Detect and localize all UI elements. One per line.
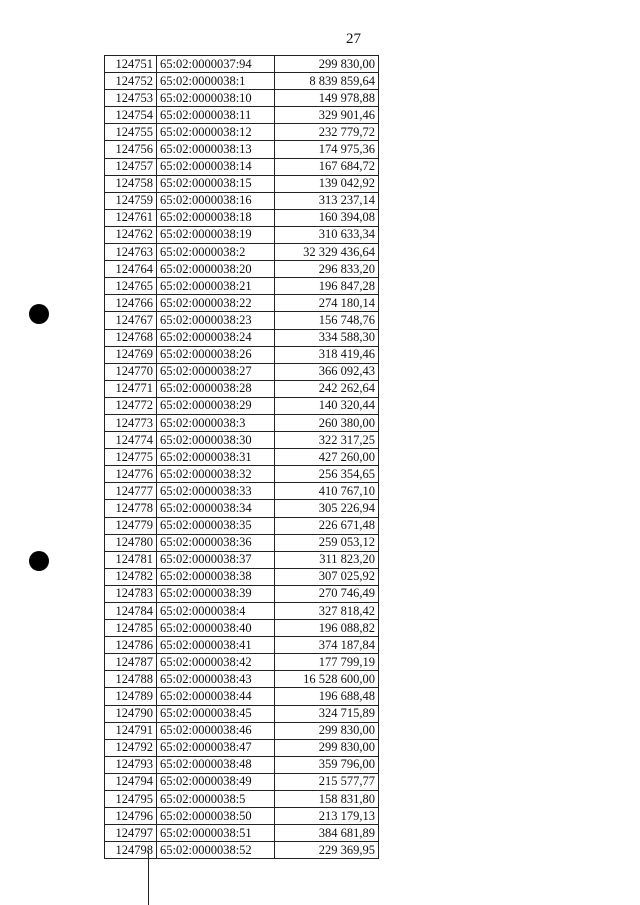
- table-row: [105, 654, 379, 671]
- row-number: 124765: [105, 278, 157, 295]
- cadastral-number: 65:02:0000038:21: [157, 278, 275, 295]
- table-row: [105, 73, 379, 90]
- table-row: [105, 671, 379, 688]
- cadastral-value: 299 830,00: [275, 722, 379, 739]
- cadastral-number: 65:02:0000038:2: [157, 244, 275, 261]
- row-number: 124781: [105, 551, 157, 568]
- cadastral-number: 65:02:0000038:35: [157, 517, 275, 534]
- cadastral-number: 65:02:0000038:30: [157, 432, 275, 449]
- row-number: 124780: [105, 534, 157, 551]
- cadastral-number: 65:02:0000038:52: [157, 842, 275, 859]
- row-number: 124751: [105, 56, 157, 73]
- table-row: [105, 825, 379, 842]
- cadastral-number: 65:02:0000038:39: [157, 585, 275, 602]
- cadastral-number: 65:02:0000038:34: [157, 500, 275, 517]
- cadastral-value: 310 633,34: [275, 226, 379, 243]
- cadastral-value: 167 684,72: [275, 158, 379, 175]
- cadastral-number: 65:02:0000038:3: [157, 414, 275, 431]
- cadastral-value: 427 260,00: [275, 449, 379, 466]
- cadastral-value: 149 978,88: [275, 90, 379, 107]
- table-row: [105, 739, 379, 756]
- cadastral-number: 65:02:0000038:44: [157, 688, 275, 705]
- cadastral-number: 65:02:0000038:36: [157, 534, 275, 551]
- table-row: [105, 551, 379, 568]
- cadastral-number: 65:02:0000038:29: [157, 397, 275, 414]
- cadastral-number: 65:02:0000038:41: [157, 637, 275, 654]
- table-row: [105, 192, 379, 209]
- row-number: 124763: [105, 244, 157, 261]
- table-row: [105, 278, 379, 295]
- cadastral-value: 270 746,49: [275, 585, 379, 602]
- row-number: 124794: [105, 773, 157, 790]
- cadastral-number: 65:02:0000038:20: [157, 261, 275, 278]
- cadastral-value: 366 092,43: [275, 363, 379, 380]
- table-row: [105, 414, 379, 431]
- cadastral-value: 196 847,28: [275, 278, 379, 295]
- cadastral-number: 65:02:0000038:51: [157, 825, 275, 842]
- table-row: [105, 295, 379, 312]
- table-row: [105, 380, 379, 397]
- cadastral-value: 196 688,48: [275, 688, 379, 705]
- cadastral-value: 410 767,10: [275, 483, 379, 500]
- cadastral-number: 65:02:0000038:24: [157, 329, 275, 346]
- table-row: [105, 329, 379, 346]
- table-row: [105, 808, 379, 825]
- row-number: 124779: [105, 517, 157, 534]
- table-row: [105, 363, 379, 380]
- table-row: [105, 107, 379, 124]
- cadastral-number: 65:02:0000038:43: [157, 671, 275, 688]
- table-row: [105, 124, 379, 141]
- cadastral-value: 311 823,20: [275, 551, 379, 568]
- cadastral-value: 324 715,89: [275, 705, 379, 722]
- cadastral-value: 229 369,95: [275, 842, 379, 859]
- cadastral-number: 65:02:0000038:14: [157, 158, 275, 175]
- cadastral-value: 318 419,46: [275, 346, 379, 363]
- cadastral-value: 174 975,36: [275, 141, 379, 158]
- page-number: 27: [346, 31, 361, 47]
- table-row: [105, 312, 379, 329]
- table-row: [105, 500, 379, 517]
- cadastral-value: 226 671,48: [275, 517, 379, 534]
- table-row: [105, 261, 379, 278]
- cadastral-number: 65:02:0000038:4: [157, 603, 275, 620]
- cadastral-number: 65:02:0000038:49: [157, 773, 275, 790]
- table-row: [105, 791, 379, 808]
- cadastral-value: 32 329 436,64: [275, 244, 379, 261]
- cadastral-number: 65:02:0000038:28: [157, 380, 275, 397]
- table-row: [105, 842, 379, 859]
- table-row: [105, 756, 379, 773]
- cadastral-value: 196 088,82: [275, 620, 379, 637]
- table-row: [105, 466, 379, 483]
- table-row: [105, 209, 379, 226]
- cadastral-number: 65:02:0000038:32: [157, 466, 275, 483]
- cadastral-number: 65:02:0000038:40: [157, 620, 275, 637]
- row-number: 124756: [105, 141, 157, 158]
- table-row: [105, 141, 379, 158]
- cadastral-value: 215 577,77: [275, 773, 379, 790]
- cadastral-number: 65:02:0000038:19: [157, 226, 275, 243]
- table-row: [105, 226, 379, 243]
- table-row: [105, 773, 379, 790]
- cadastral-value: 242 262,64: [275, 380, 379, 397]
- row-number: 124793: [105, 756, 157, 773]
- cadastral-value: 384 681,89: [275, 825, 379, 842]
- cadastral-value: 177 799,19: [275, 654, 379, 671]
- row-number: 124795: [105, 791, 157, 808]
- cadastral-number: 65:02:0000038:42: [157, 654, 275, 671]
- cadastral-value: 296 833,20: [275, 261, 379, 278]
- row-number: 124784: [105, 603, 157, 620]
- cadastral-number: 65:02:0000038:1: [157, 73, 275, 90]
- cadastral-number: 65:02:0000038:5: [157, 791, 275, 808]
- cadastral-value: 299 830,00: [275, 56, 379, 73]
- table-row: [105, 244, 379, 261]
- row-number: 124797: [105, 825, 157, 842]
- cadastral-number: 65:02:0000038:26: [157, 346, 275, 363]
- cadastral-number: 65:02:0000038:10: [157, 90, 275, 107]
- cadastral-number: 65:02:0000038:13: [157, 141, 275, 158]
- binding-line: [148, 851, 149, 905]
- table-row: [105, 517, 379, 534]
- row-number: 124768: [105, 329, 157, 346]
- table-row: [105, 158, 379, 175]
- row-number: 124786: [105, 637, 157, 654]
- cadastral-value: 160 394,08: [275, 209, 379, 226]
- cadastral-number: 65:02:0000038:15: [157, 175, 275, 192]
- table-row: [105, 397, 379, 414]
- table-row: [105, 346, 379, 363]
- row-number: 124771: [105, 380, 157, 397]
- row-number: 124764: [105, 261, 157, 278]
- row-number: 124782: [105, 568, 157, 585]
- cadastral-value: 16 528 600,00: [275, 671, 379, 688]
- cadastral-value: 334 588,30: [275, 329, 379, 346]
- row-number: 124766: [105, 295, 157, 312]
- cadastral-value: 156 748,76: [275, 312, 379, 329]
- cadastral-value: 322 317,25: [275, 432, 379, 449]
- registry-table-body: [105, 56, 379, 859]
- row-number: 124787: [105, 654, 157, 671]
- table-row: [105, 432, 379, 449]
- table-row: [105, 175, 379, 192]
- row-number: 124767: [105, 312, 157, 329]
- table-row: [105, 688, 379, 705]
- cadastral-number: 65:02:0000038:27: [157, 363, 275, 380]
- table-row: [105, 705, 379, 722]
- cadastral-number: 65:02:0000038:11: [157, 107, 275, 124]
- row-number: 124758: [105, 175, 157, 192]
- row-number: 124773: [105, 414, 157, 431]
- cadastral-value: 213 179,13: [275, 808, 379, 825]
- cadastral-number: 65:02:0000038:37: [157, 551, 275, 568]
- row-number: 124754: [105, 107, 157, 124]
- table-row: [105, 620, 379, 637]
- cadastral-number: 65:02:0000038:16: [157, 192, 275, 209]
- row-number: 124761: [105, 209, 157, 226]
- row-number: 124798: [105, 842, 157, 859]
- row-number: 124775: [105, 449, 157, 466]
- cadastral-value: 232 779,72: [275, 124, 379, 141]
- cadastral-value: 139 042,92: [275, 175, 379, 192]
- row-number: 124752: [105, 73, 157, 90]
- row-number: 124759: [105, 192, 157, 209]
- cadastral-value: 359 796,00: [275, 756, 379, 773]
- table-row: [105, 56, 379, 73]
- table-row: [105, 90, 379, 107]
- cadastral-value: 274 180,14: [275, 295, 379, 312]
- table-row: [105, 637, 379, 654]
- cadastral-number: 65:02:0000038:48: [157, 756, 275, 773]
- cadastral-number: 65:02:0000038:12: [157, 124, 275, 141]
- row-number: 124762: [105, 226, 157, 243]
- punch-hole: [29, 304, 49, 324]
- cadastral-value: 313 237,14: [275, 192, 379, 209]
- table-row: [105, 483, 379, 500]
- row-number: 124788: [105, 671, 157, 688]
- row-number: 124796: [105, 808, 157, 825]
- cadastral-value: 307 025,92: [275, 568, 379, 585]
- row-number: 124791: [105, 722, 157, 739]
- row-number: 124783: [105, 585, 157, 602]
- row-number: 124776: [105, 466, 157, 483]
- cadastral-value: 8 839 859,64: [275, 73, 379, 90]
- table-row: [105, 722, 379, 739]
- cadastral-value: 140 320,44: [275, 397, 379, 414]
- cadastral-number: 65:02:0000037:94: [157, 56, 275, 73]
- table-row: [105, 534, 379, 551]
- cadastral-value: 259 053,12: [275, 534, 379, 551]
- row-number: 124772: [105, 397, 157, 414]
- row-number: 124770: [105, 363, 157, 380]
- row-number: 124753: [105, 90, 157, 107]
- row-number: 124792: [105, 739, 157, 756]
- cadastral-value: 256 354,65: [275, 466, 379, 483]
- row-number: 124755: [105, 124, 157, 141]
- row-number: 124777: [105, 483, 157, 500]
- punch-hole: [29, 551, 49, 571]
- row-number: 124757: [105, 158, 157, 175]
- cadastral-number: 65:02:0000038:45: [157, 705, 275, 722]
- cadastral-number: 65:02:0000038:31: [157, 449, 275, 466]
- cadastral-number: 65:02:0000038:23: [157, 312, 275, 329]
- cadastral-value: 329 901,46: [275, 107, 379, 124]
- cadastral-value: 305 226,94: [275, 500, 379, 517]
- row-number: 124778: [105, 500, 157, 517]
- table-row: [105, 568, 379, 585]
- cadastral-value: 374 187,84: [275, 637, 379, 654]
- table-row: [105, 449, 379, 466]
- table-row: [105, 603, 379, 620]
- cadastral-value: 299 830,00: [275, 739, 379, 756]
- cadastral-number: 65:02:0000038:38: [157, 568, 275, 585]
- row-number: 124785: [105, 620, 157, 637]
- row-number: 124790: [105, 705, 157, 722]
- cadastral-value: 158 831,80: [275, 791, 379, 808]
- cadastral-number: 65:02:0000038:22: [157, 295, 275, 312]
- row-number: 124789: [105, 688, 157, 705]
- cadastral-number: 65:02:0000038:33: [157, 483, 275, 500]
- row-number: 124774: [105, 432, 157, 449]
- cadastral-value: 260 380,00: [275, 414, 379, 431]
- cadastral-number: 65:02:0000038:18: [157, 209, 275, 226]
- row-number: 124769: [105, 346, 157, 363]
- cadastral-value: 327 818,42: [275, 603, 379, 620]
- cadastral-number: 65:02:0000038:50: [157, 808, 275, 825]
- registry-table: [104, 55, 379, 859]
- cadastral-number: 65:02:0000038:47: [157, 739, 275, 756]
- table-row: [105, 585, 379, 602]
- cadastral-number: 65:02:0000038:46: [157, 722, 275, 739]
